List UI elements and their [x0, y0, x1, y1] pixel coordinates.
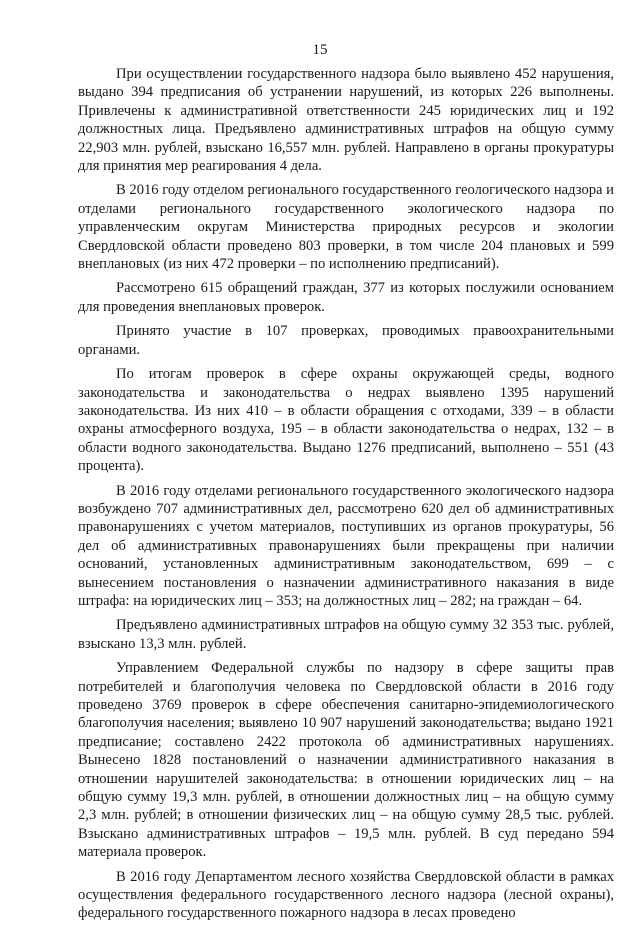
paragraph: В 2016 году отделом регионального государственного геологического надзора и отделами регионального государственного экологического надзора по управленческим округам Министерства природных ресурсов и экологии Свердловской области проведено 803 проверки, в том числе 204 плановых и 599 внеплановых (из них 472 проверки – по исполнению предписаний). — [78, 182, 614, 273]
paragraph: В 2016 году Департаментом лесного хозяйства Свердловской области в рамках осуществления федерального государственного лесного надзора (лесной охраны), федерального государственного пожарного надзора в лесах проведено — [78, 868, 614, 922]
document-body — [78, 65, 614, 929]
paragraph: Принято участие в 107 проверках, проводимых правоохранительными органами. — [78, 323, 614, 358]
paragraph: Предъявлено административных штрафов на общую сумму 32 353 тыс. рублей, взыскано 13,3 млн. рублей. — [78, 617, 614, 652]
paragraph: Рассмотрено 615 обращений граждан, 377 из которых послужили основанием для проведения внеплановых проверок. — [78, 280, 614, 315]
paragraph: По итогам проверок в сфере охраны окружающей среды, водного законодательства и законодательства о недрах выявлено 1395 нарушений законодательства. Из них 410 – в области обращения с отходами, 339 – в области охраны атмосферного воздуха, 195 – в области законодательства о недрах, 132 – в области водного законодательства. Выдано 1276 предписаний, выполнено – 551 (43 процента). — [78, 366, 614, 475]
paragraph: Управлением Федеральной службы по надзору в сфере защиты прав потребителей и благополучия человека по Свердловской области в 2016 году проведено 3769 проверок в сфере обеспечения санитарно-эпидемиологического благополучия населения; выявлено 10 907 нарушений законодательства; выдано 1921 предписание; составлено 2422 протокола об административных нарушениях. Вынесено 1828 постановлений о назначении административного наказания в отношении нарушителей законодательства: в отношении юридических лиц – на общую сумму 19,3 млн. рублей, в отношении должностных лиц – на общую сумму 2,3 млн. рублей; в отношении физических лиц – на общую сумму 28,5 тыс. рублей. Взыскано административных штрафов – 19,5 млн. рублей. В суд передано 594 материала проверок. — [78, 660, 614, 861]
page-number: 15 — [312, 42, 328, 58]
paragraph: В 2016 году отделами регионального государственного экологического надзора возбуждено 707 административных дел, рассмотрено 620 дел об административных правонарушениях с учетом материалов, поступивших из органов прокуратуры, 56 дел об административных правонарушениях были прекращены при наличии оснований, установленных административным законодательством, 699 – с вынесением постановления о назначении административного наказания в виде штрафа: на юридических лиц – 353; на должностных лиц – 282; на граждан – 64. — [78, 482, 614, 609]
paragraph: При осуществлении государственного надзора было выявлено 452 нарушения, выдано 394 предписания об устранении нарушений, из которых 226 выполнены. Привлечены к административной ответственности 245 юридических лиц и 192 должностных лица. Предъявлено административных штрафов на общую сумму 22,903 млн. рублей, взыскано 16,557 млн. рублей. Направлено в органы прокуратуры для принятия мер реагирования 4 дела. — [78, 66, 614, 175]
